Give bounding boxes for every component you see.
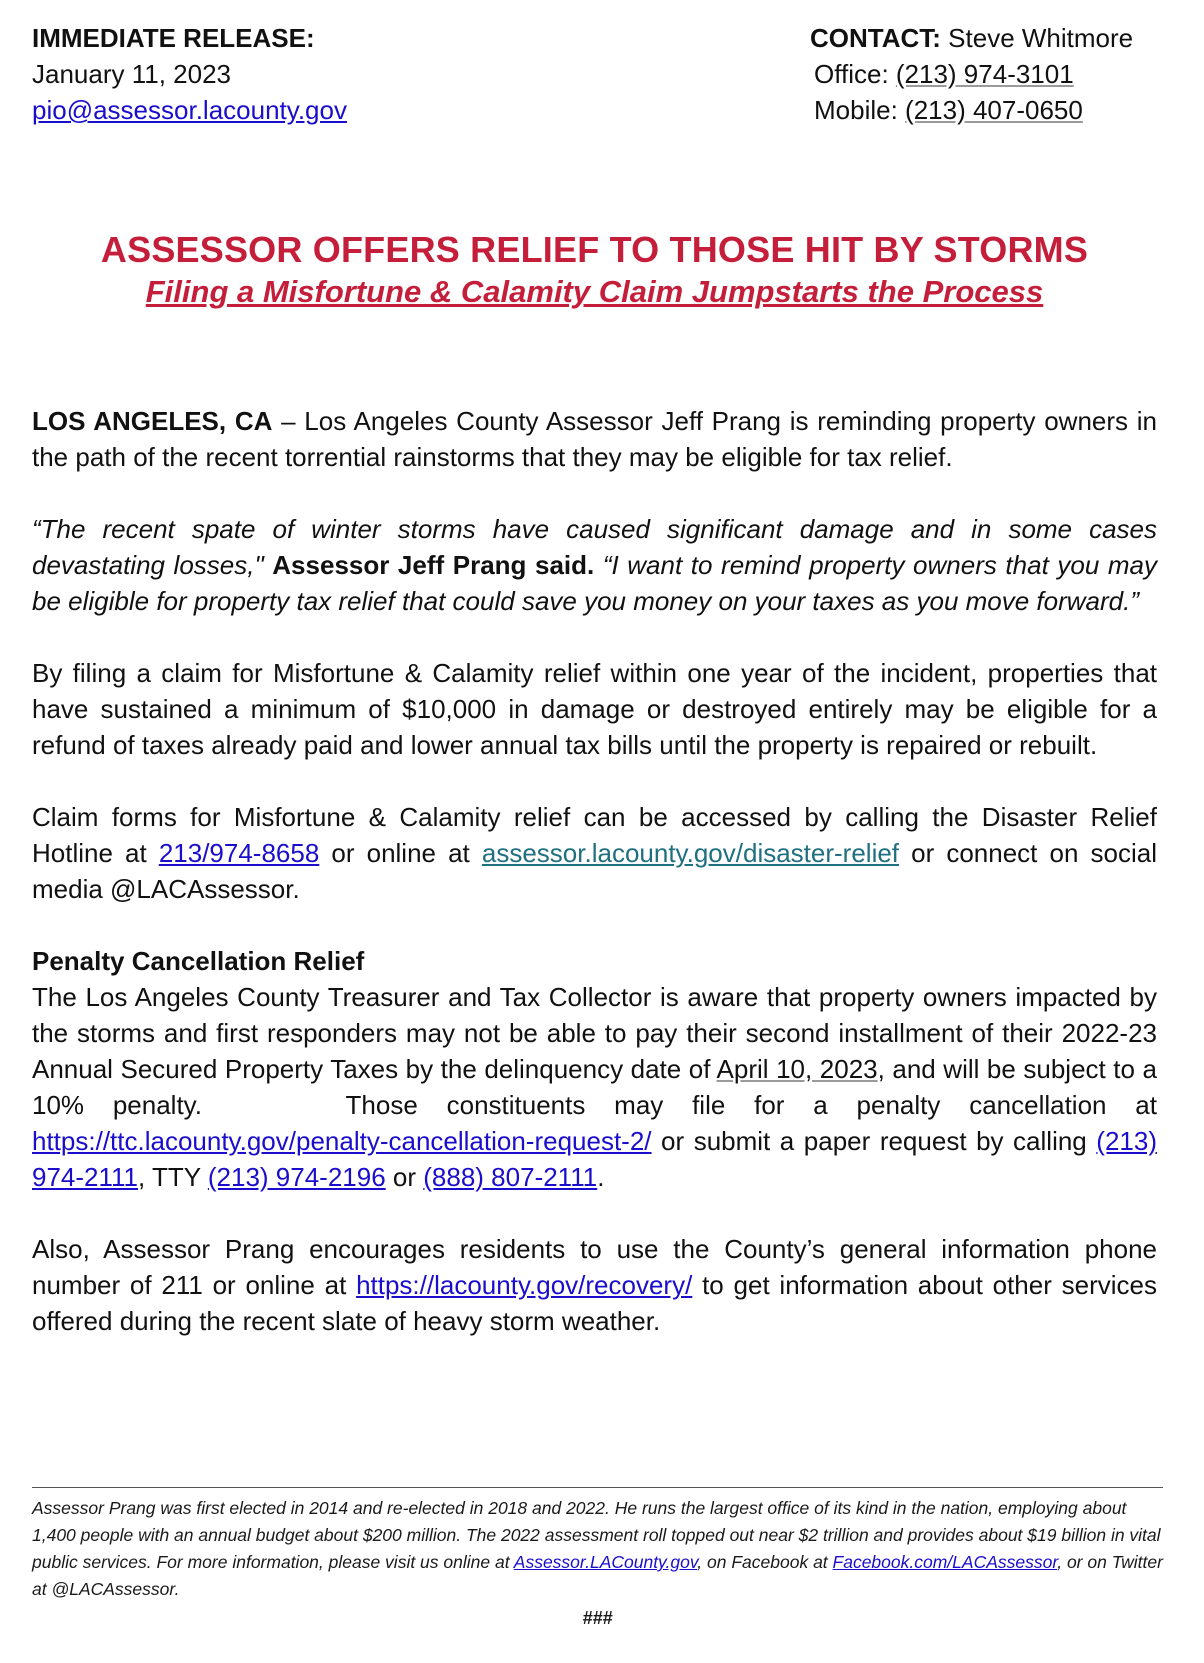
claim-forms-paragraph xyxy=(32,799,1157,907)
quote-speaker: Assessor Jeff Prang said. xyxy=(272,550,595,580)
intro-paragraph xyxy=(32,403,1157,475)
phone-link-1[interactable]: (213) 974-2111 xyxy=(32,1126,1157,1192)
release-body xyxy=(32,403,1157,1339)
release-info xyxy=(32,20,347,128)
facebook-link[interactable]: Facebook.com/LACAssessor xyxy=(832,1552,1058,1572)
recovery-text-2: to get information about other services offered during the recent slate of heavy storm weather. xyxy=(32,1270,1158,1336)
office-phone[interactable]: (213) 974-3101 xyxy=(895,59,1074,89)
eligibility-paragraph: By filing a claim for Misfortune & Calamity relief within one year of the incident, properties that have sustained a minimum of $10,000 in damage or destroyed entirely may be eligible for a refund of taxes already paid and lower annual tax bills until the property is repaired or rebuilt. xyxy=(32,658,1157,760)
penalty-text-2: , and will be subject to a 10% penalty. Those constituents may file for a penalty cancellation at xyxy=(32,1054,1157,1120)
hotline-link[interactable]: 213/974-8658 xyxy=(158,838,320,868)
delinquency-date: April 10, 2023 xyxy=(716,1054,878,1084)
penalty-text-5: or xyxy=(385,1162,424,1192)
press-release xyxy=(32,20,1157,1375)
contact-name: Steve Whitmore xyxy=(940,23,1134,53)
quote-part-1: “The recent spate of winter storms have caused significant damage and in some cases devastating losses," xyxy=(32,514,1157,580)
penalty-paragraph xyxy=(32,943,1157,1195)
dateline: LOS ANGELES, CA xyxy=(32,406,273,436)
subheadline: Filing a Misfortune & Calamity Claim Jumpstarts the Process xyxy=(145,274,1044,309)
recovery-text-1: Also, Assessor Prang encourages residents to use the County’s general information phone number of 211 or online at xyxy=(32,1234,1157,1300)
penalty-cancellation-link[interactable]: https://ttc.lacounty.gov/penalty-cancellation-request-2/ xyxy=(32,1126,652,1156)
penalty-text-3: or submit a paper request by calling xyxy=(651,1126,1097,1156)
quote-part-2: “I want to remind property owners that you may be eligible for property tax relief that could save you money on your taxes as you move forward.” xyxy=(32,550,1157,616)
contact-label: CONTACT: xyxy=(810,23,941,53)
assessor-site-link[interactable]: Assessor.LACounty.gov xyxy=(513,1552,698,1572)
claim-text-2: or online at xyxy=(319,838,482,868)
tty-phone-link[interactable]: (213) 974-2196 xyxy=(207,1162,386,1192)
release-label: IMMEDIATE RELEASE: xyxy=(32,23,315,53)
footer-text-2: , on Facebook at xyxy=(697,1552,833,1572)
footer-paragraph xyxy=(32,1495,1163,1603)
end-mark: ### xyxy=(582,1608,613,1628)
release-header xyxy=(32,20,1157,130)
recovery-paragraph xyxy=(32,1231,1157,1339)
recovery-link[interactable]: https://lacounty.gov/recovery/ xyxy=(356,1270,693,1300)
office-label: Office: xyxy=(814,59,896,89)
claim-text-3: or connect on social media @LACAssessor. xyxy=(32,838,1157,904)
footer-text-3: , or on Twitter at @LACAssessor. xyxy=(32,1552,1163,1599)
mobile-label: Mobile: xyxy=(814,95,906,125)
email-link[interactable]: pio@assessor.lacounty.gov xyxy=(32,95,347,125)
disaster-relief-link[interactable]: assessor.lacounty.gov/disaster-relief xyxy=(481,838,900,868)
release-date: January 11, 2023 xyxy=(32,59,231,89)
title-block xyxy=(32,228,1157,312)
penalty-text-6: . xyxy=(597,1162,605,1192)
penalty-heading: Penalty Cancellation Relief xyxy=(32,946,365,976)
penalty-text-1: The Los Angeles County Treasurer and Tax Collector is aware that property owners impacted by the storms and first responders may not be able to pay their second installment of their 2022-23 Annual Secured Property Taxes by the delinquency date of xyxy=(32,982,1157,1084)
footer-bio xyxy=(32,1495,1163,1633)
intro-text: – Los Angeles County Assessor Jeff Prang is reminding property owners in the path of the recent torrential rainstorms that they may be eligible for tax relief. xyxy=(32,406,1157,472)
claim-text-1: Claim forms for Misfortune & Calamity relief can be accessed by calling the Disaster Relief Hotline at xyxy=(32,802,1157,868)
footer-text-1: Assessor Prang was first elected in 2014 and re-elected in 2018 and 2022. He runs the largest office of its kind in the nation, employing about 1,400 people with an annual budget about $200 million. The 2022 assessment roll topped out near $2 trillion and provides about $19 billion in vital public services. For more information, please visit us online at xyxy=(32,1498,1161,1572)
headline: ASSESSOR OFFERS RELIEF TO THOSE HIT BY STORMS xyxy=(100,229,1089,270)
penalty-text-4: , TTY xyxy=(138,1162,208,1192)
contact-info xyxy=(810,20,1133,128)
footer-divider xyxy=(32,1487,1163,1488)
phone-link-3[interactable]: (888) 807-2111 xyxy=(423,1162,598,1192)
quote-paragraph xyxy=(32,511,1157,619)
mobile-phone[interactable]: (213) 407-0650 xyxy=(905,95,1083,125)
